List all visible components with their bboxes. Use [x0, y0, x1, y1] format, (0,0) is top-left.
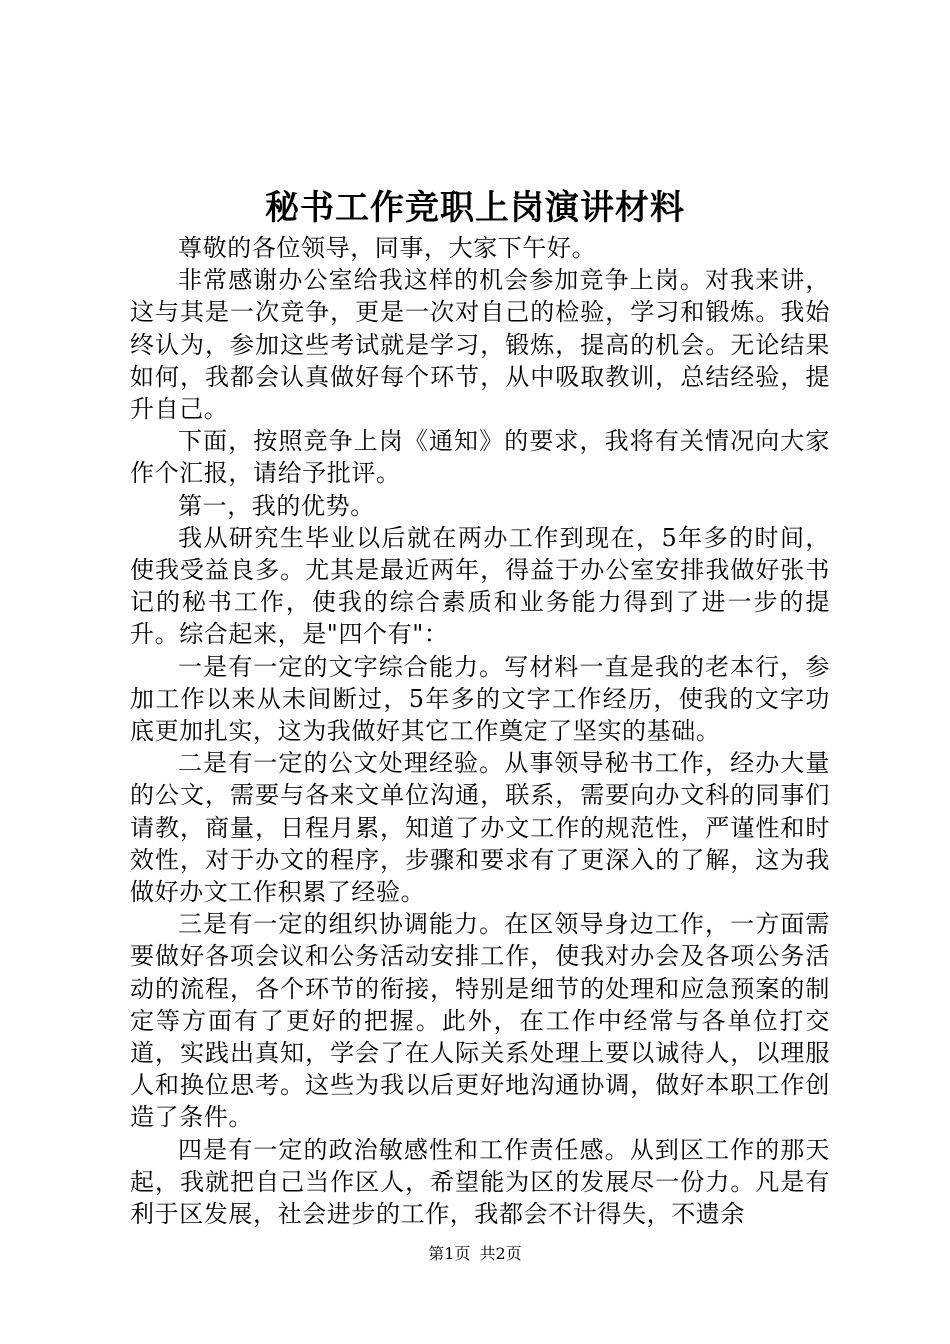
paragraph-point-one: 一是有一定的文字综合能力。写材料一直是我的老本行，参加工作以来从未间断过，5年多的文字工作经历，使我的文字功底更加扎实，这为我做好其它工作奠定了坚实的基础。 [130, 652, 830, 746]
document-title: 秘书工作竞职上岗演讲材料 [265, 188, 685, 228]
paragraph-greeting: 尊敬的各位领导，同事，大家下午好。 [178, 234, 597, 262]
page-total: 共2页 [479, 1244, 522, 1263]
document-body [130, 232, 830, 1230]
paragraph-intro: 下面，按照竞争上岗《通知》的要求，我将有关情况向大家作个汇报，请给予批评。 [130, 427, 830, 488]
page-number: 第1页 [428, 1244, 471, 1263]
paragraph-point-four: 四是有一定的政治敏感性和工作责任感。从到区工作的那天起，我就把自己当作区人，希望能为区的发展尽一份力。凡是有利于区发展，社会进步的工作，我都会不计得失，不遗余 [130, 1135, 830, 1229]
paragraph-point-three: 三是有一定的组织协调能力。在区领导身边工作，一方面需要做好各项会议和公务活动安排工作，使我对办会及各项公务活动的流程，各个环节的衔接，特别是细节的处理和应急预案的制定等方面有了更好的把握。此外，在工作中经常与各单位打交道，实践出真知，学会了在人际关系处理上要以诚待人，以理服人和换位思考。这些为我以后更好地沟通协调，做好本职工作创造了条件。 [130, 910, 830, 1132]
page-footer [0, 1243, 950, 1265]
paragraph-point-two: 二是有一定的公文处理经验。从事领导秘书工作，经办大量的公文，需要与各来文单位沟通，联系，需要向办文科的同事们请教，商量，日程月累，知道了办文工作的规范性，严谨性和时效性，对于办文的程序，步骤和要求有了更深入的了解，这为我做好办文工作积累了经验。 [130, 749, 830, 907]
paragraph-section-heading: 第一，我的优势。 [178, 491, 375, 520]
paragraph-thanks: 非常感谢办公室给我这样的机会参加竞争上岗。对我来讲，这与其是一次竞争，更是一次对自己的检验，学习和锻炼。我始终认为，参加这些考试就是学习，锻炼，提高的机会。无论结果如何，我都会认真做好每个环节，从中吸取教训，总结经验，提升自己。 [130, 266, 830, 424]
paragraph-background: 我从研究生毕业以后就在两办工作到现在，5年多的时间，使我受益良多。尤其是最近两年，得益于办公室安排我做好张书记的秘书工作，使我的综合素质和业务能力得到了进一步的提升。综合起来，是"四个有"： [130, 523, 830, 649]
